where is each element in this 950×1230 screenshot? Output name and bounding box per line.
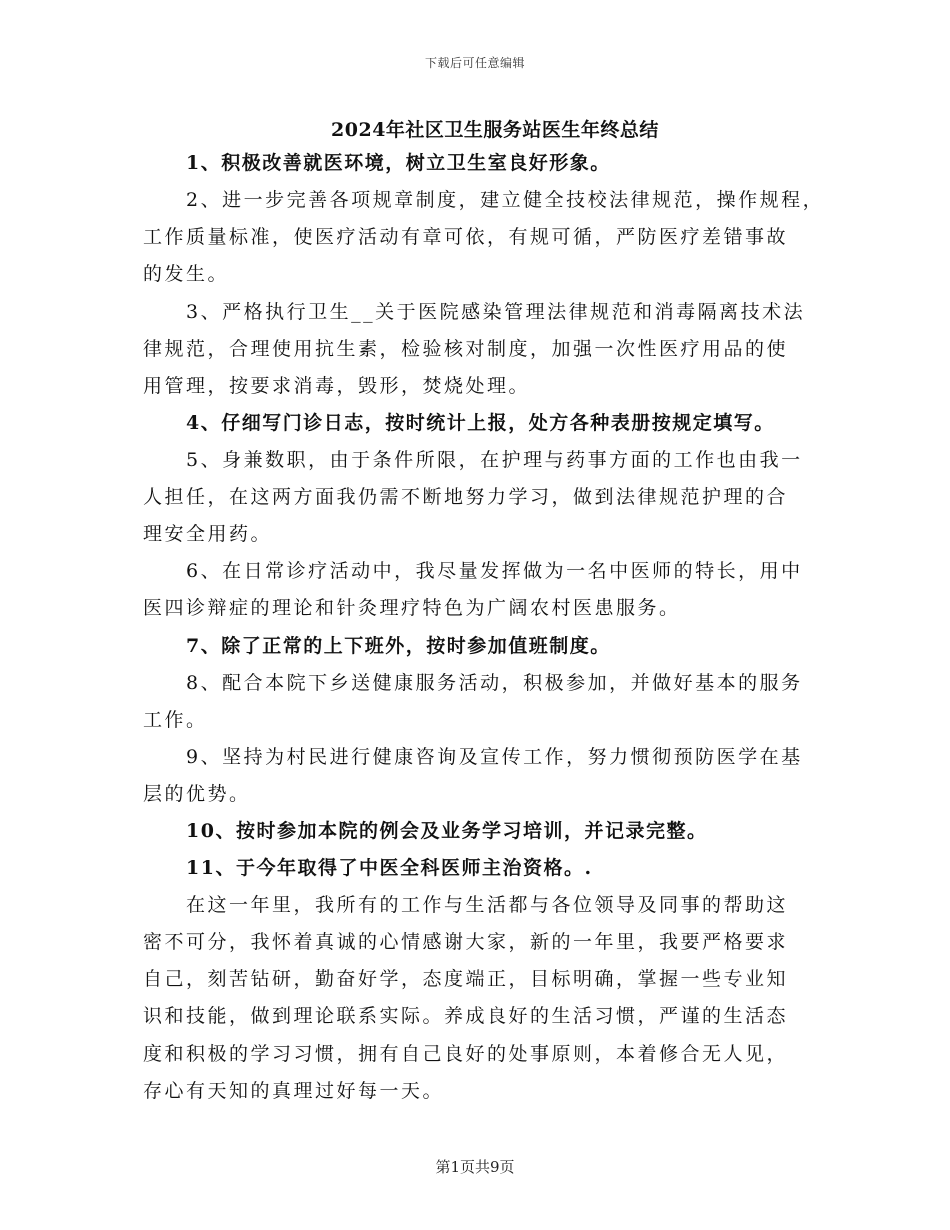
closing-line-6: 存心有天知的真理过好每一天。 [143, 1080, 445, 1102]
closing-line-5: 度和积极的学习习惯，拥有自己良好的处事原则，本着修合无人见， [143, 1043, 789, 1065]
item-2-line-1: 2、进一步完善各项规章制度，建立健全技校法律规范，操作规程， [186, 189, 825, 211]
item-3-line-2: 律规范，合理使用抗生素，检验核对制度，加强一次性医疗用品的使 [143, 338, 789, 360]
item-8-line-1: 8、配合本院下乡送健康服务活动，积极参加，并做好基本的服务 [186, 672, 803, 694]
item-5-line-1: 5、身兼数职，由于条件所限，在护理与药事方面的工作也由我一 [186, 449, 803, 471]
closing-line-2: 密不可分，我怀着真诚的心情感谢大家，新的一年里，我要严格要求 [143, 931, 789, 953]
document-title: 2024年社区卫生服务站医生年终总结 [331, 119, 659, 141]
item-2-line-2: 工作质量标准，使医疗活动有章可依，有规可循，严防医疗差错事故 [143, 226, 789, 248]
closing-line-4: 识和技能，做到理论联系实际。养成良好的生活习惯，严谨的生活态 [143, 1005, 789, 1027]
item-9-line-2: 层的优势。 [143, 783, 251, 805]
item-5-line-3: 理安全用药。 [143, 523, 273, 545]
item-8-line-2: 工作。 [143, 709, 208, 731]
item-11: 11、于今年取得了中医全科医师主治资格。. [186, 857, 593, 879]
item-7: 7、除了正常的上下班外，按时参加值班制度。 [186, 635, 611, 657]
item-10: 10、按时参加本院的例会及业务学习培训，并记录完整。 [186, 820, 708, 842]
item-9-line-1: 9、坚持为村民进行健康咨询及宣传工作，努力惯彻预防医学在基 [186, 746, 803, 768]
item-3-line-3: 用管理，按要求消毒，毁形，焚烧处理。 [143, 375, 531, 397]
item-5-line-2: 人担任，在这两方面我仍需不断地努力学习，做到法律规范护理的合 [143, 486, 789, 508]
item-6-line-2: 医四诊辩症的理论和针灸理疗特色为广阔农村医患服务。 [143, 597, 681, 619]
item-3-line-1: 3、严格执行卫生__关于医院感染管理法律规范和消毒隔离技术法 [186, 301, 806, 323]
item-4: 4、仔细写门诊日志，按时统计上报，处方各种表册按规定填写。 [186, 412, 775, 434]
item-2-line-3: 的发生。 [143, 263, 230, 285]
closing-line-1: 在这一年里，我所有的工作与生活都与各位领导及同事的帮助这 [186, 894, 789, 916]
header-note: 下载后可任意编辑 [424, 56, 525, 70]
closing-line-3: 自己，刻苦钻研，勤奋好学，态度端正，目标明确，掌握一些专业知 [143, 968, 789, 990]
page-footer: 第1页共9页 [435, 1158, 515, 1176]
item-6-line-1: 6、在日常诊疗活动中，我尽量发挥做为一名中医师的特长，用中 [186, 560, 803, 582]
item-1: 1、积极改善就医环境，树立卫生室良好形象。 [186, 152, 611, 174]
